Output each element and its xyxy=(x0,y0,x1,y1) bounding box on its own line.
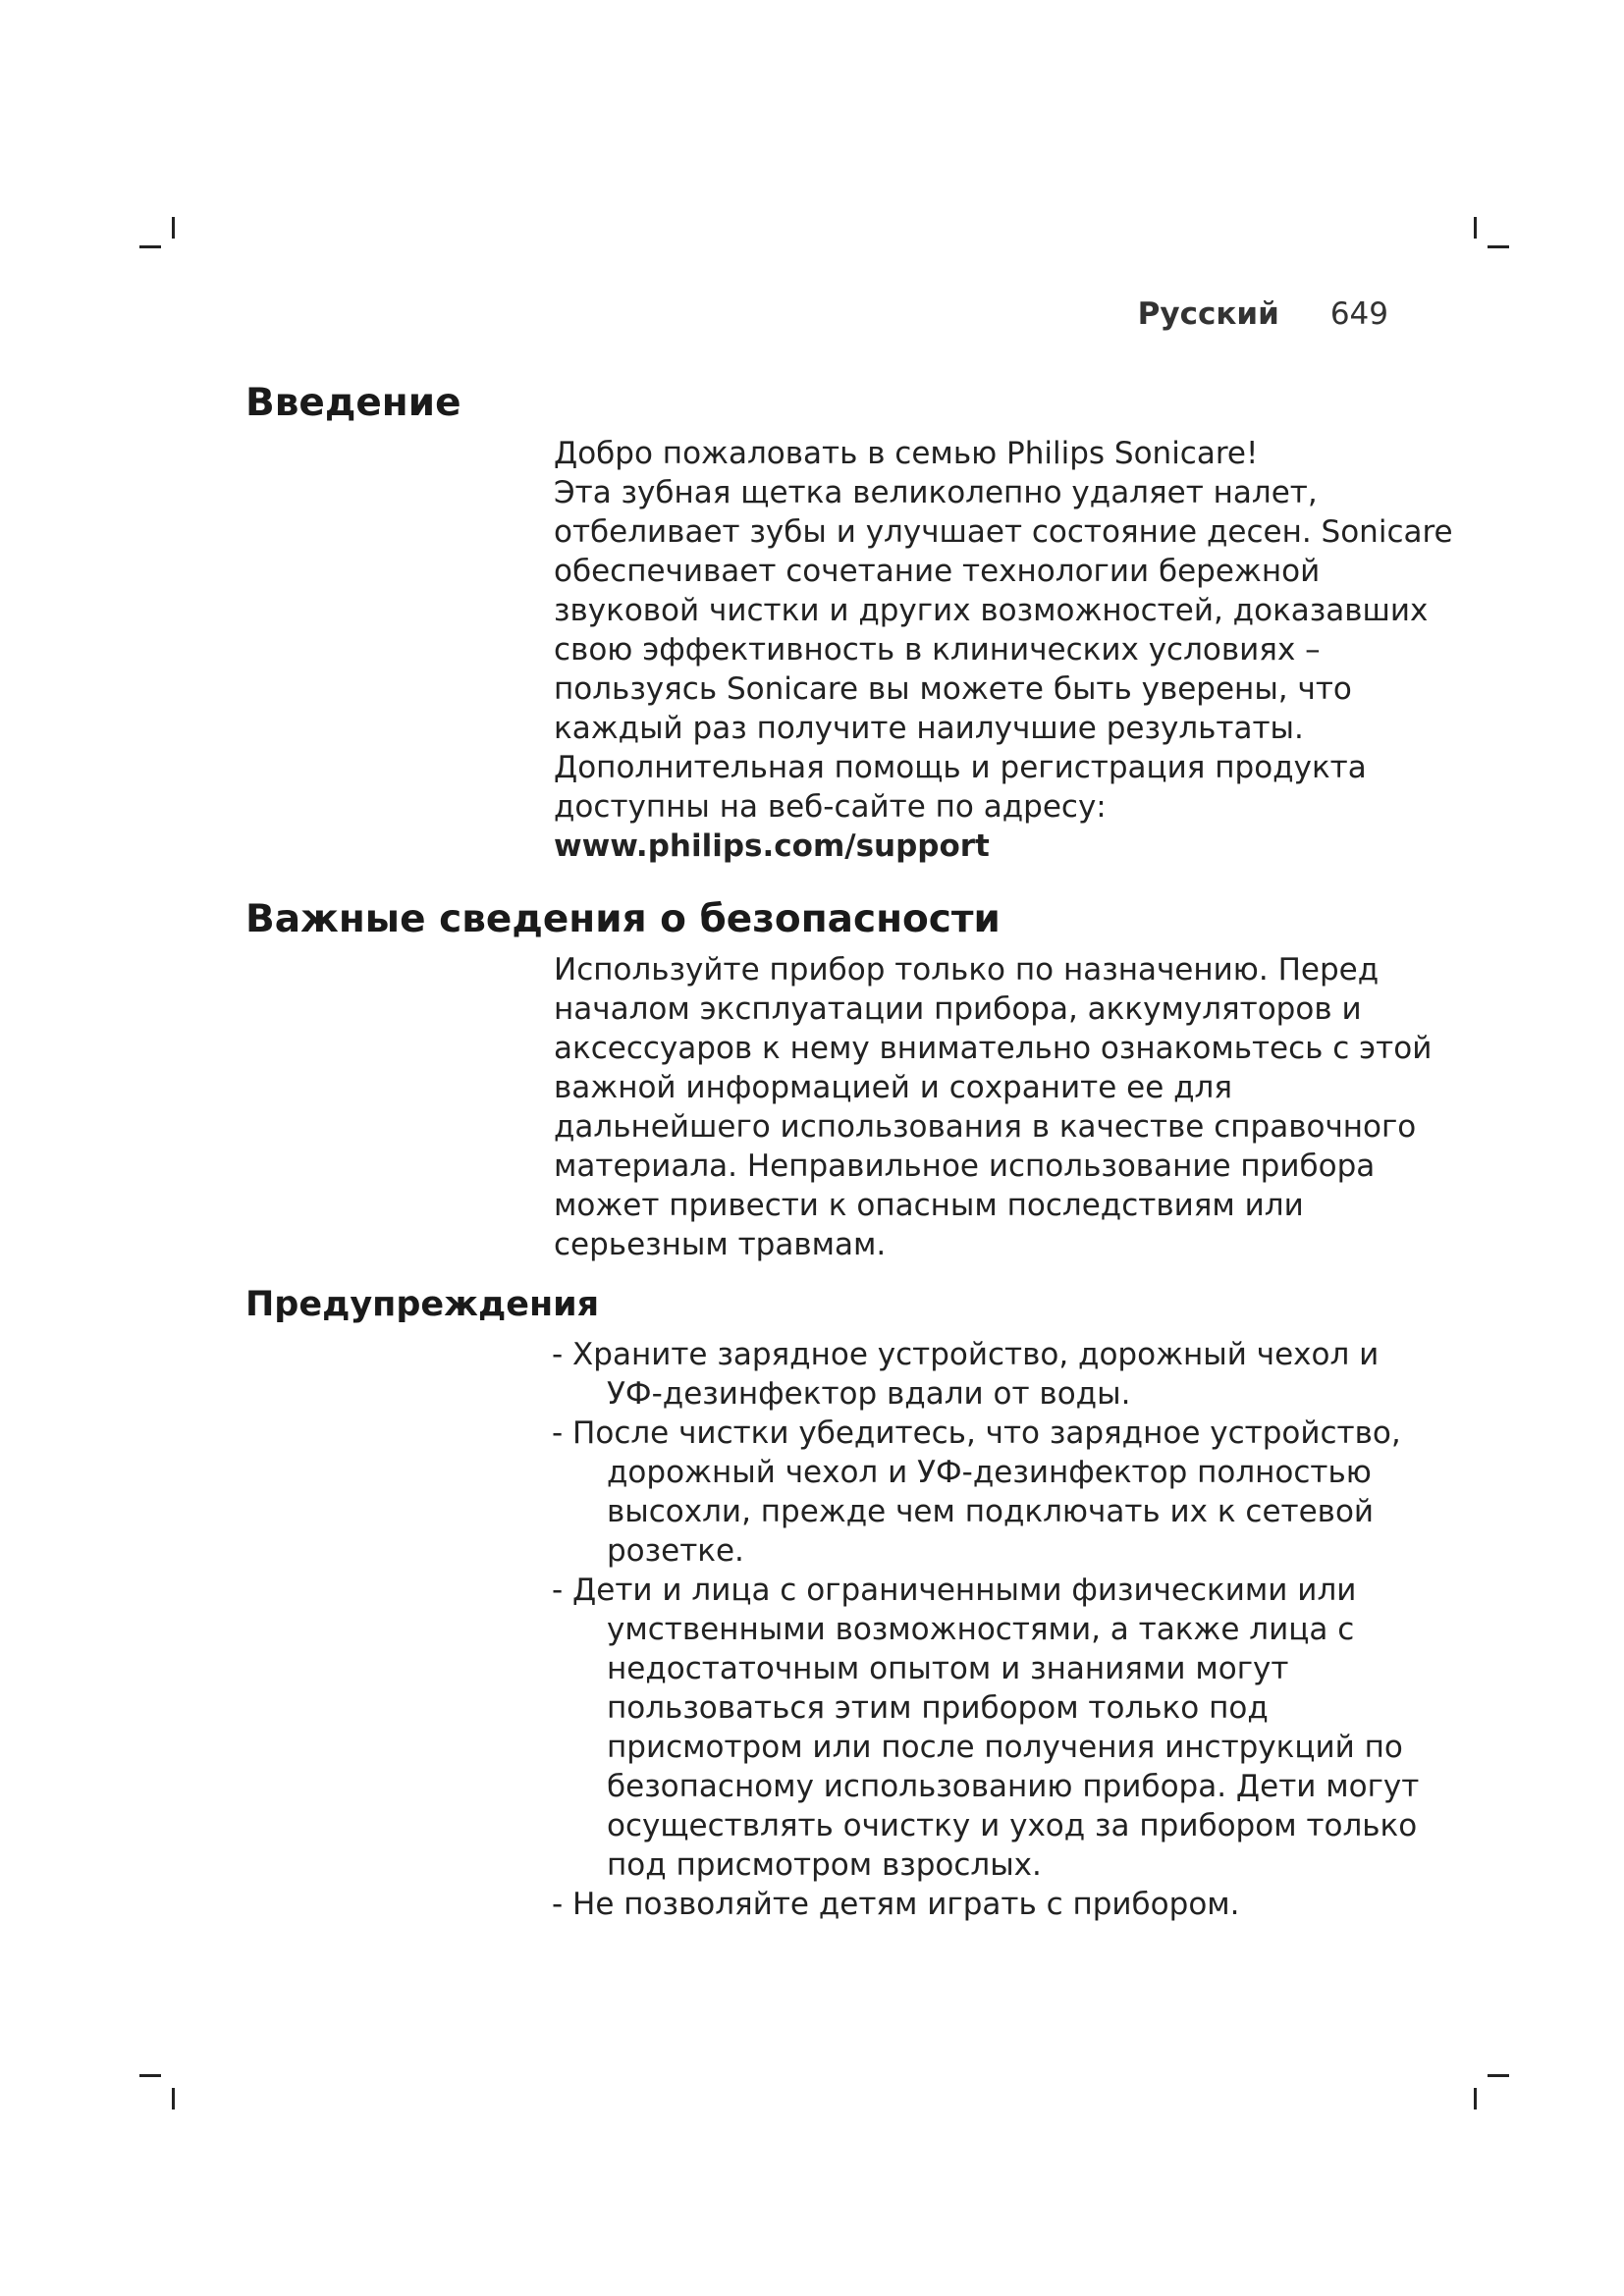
safety-line: началом эксплуатации прибора, аккумуляторов и xyxy=(554,991,1362,1027)
intro-line: свою эффективность в клинических условиях – xyxy=(554,632,1321,667)
crop-mark-top-left-h xyxy=(139,245,161,248)
crop-mark-bottom-left-v xyxy=(172,2088,175,2109)
crop-mark-top-right-v xyxy=(1474,217,1477,239)
safety-line: Используйте прибор только по назначению. Перед xyxy=(554,952,1380,988)
warning-line: - Дети и лица с ограниченными физическими или xyxy=(552,1573,1357,1608)
intro-body xyxy=(554,434,1453,866)
support-url: www.philips.com/support xyxy=(554,828,990,864)
safety-heading: Важные сведения о безопасности xyxy=(245,897,1001,941)
warning-line: - Не позволяйте детям играть с прибором. xyxy=(552,1887,1240,1922)
warnings-list xyxy=(552,1335,1435,1924)
warning-line: осуществлять очистку и уход за прибором только xyxy=(607,1808,1418,1843)
intro-line: Дополнительная помощь и регистрация продукта xyxy=(554,750,1367,785)
intro-line: отбеливает зубы и улучшает состояние десен. Sonicare xyxy=(554,514,1453,550)
warning-line: - После чистки убедитесь, что зарядное устройство, xyxy=(552,1415,1401,1451)
crop-mark-top-left-v xyxy=(172,217,175,239)
page-number: 649 xyxy=(1329,296,1388,332)
warning-item xyxy=(552,1335,1435,1414)
intro-line: каждый раз получите наилучшие результаты. xyxy=(554,711,1304,746)
intro-line: доступны на веб-сайте по адресу: xyxy=(554,789,1107,825)
safety-line: важной информацией и сохраните ее для xyxy=(554,1070,1233,1105)
intro-line: обеспечивает сочетание технологии бережной xyxy=(554,554,1321,589)
warning-line: УФ-дезинфектор вдали от воды. xyxy=(607,1376,1131,1412)
intro-line: Эта зубная щетка великолепно удаляет налет, xyxy=(554,475,1318,510)
warning-line: дорожный чехол и УФ-дезинфектор полностью xyxy=(607,1455,1372,1490)
crop-mark-bottom-right-h xyxy=(1488,2074,1509,2077)
warning-line: присмотром или после получения инструкций по xyxy=(607,1730,1403,1765)
intro-heading: Введение xyxy=(245,381,461,425)
warning-line: безопасному использованию прибора. Дети могут xyxy=(607,1769,1420,1804)
warning-line: под присмотром взрослых. xyxy=(607,1847,1042,1883)
warning-line: пользоваться этим прибором только под xyxy=(607,1690,1269,1726)
warnings-heading: Предупреждения xyxy=(245,1285,600,1324)
warning-item xyxy=(552,1885,1435,1924)
safety-line: дальнейшего использования в качестве справочного xyxy=(554,1109,1417,1145)
warning-line: розетке. xyxy=(607,1533,744,1569)
safety-body xyxy=(554,950,1433,1264)
warning-line: - Храните зарядное устройство, дорожный чехол и xyxy=(552,1337,1380,1372)
warning-item xyxy=(552,1571,1435,1885)
warning-line: недостаточным опытом и знаниями могут xyxy=(607,1651,1289,1686)
safety-line: может привести к опасным последствиям или xyxy=(554,1188,1304,1223)
crop-mark-top-right-h xyxy=(1488,245,1509,248)
crop-mark-bottom-left-h xyxy=(139,2074,161,2077)
safety-line: аксессуаров к нему внимательно ознакомьтесь с этой xyxy=(554,1031,1433,1066)
crop-mark-bottom-right-v xyxy=(1474,2088,1477,2109)
intro-line: пользуясь Sonicare вы можете быть уверены, что xyxy=(554,671,1352,707)
intro-line: Добро пожаловать в семью Philips Sonicare! xyxy=(554,436,1259,471)
warning-item xyxy=(552,1414,1435,1571)
safety-line: серьезным травмам. xyxy=(554,1227,887,1262)
intro-line: звуковой чистки и других возможностей, доказавших xyxy=(554,593,1429,628)
warning-line: высохли, прежде чем подключать их к сетевой xyxy=(607,1494,1375,1529)
safety-line: материала. Неправильное использование прибора xyxy=(554,1148,1376,1184)
language-label: Русский xyxy=(1137,296,1279,332)
warning-line: умственными возможностями, а также лица с xyxy=(607,1612,1355,1647)
running-head xyxy=(1138,294,1388,334)
